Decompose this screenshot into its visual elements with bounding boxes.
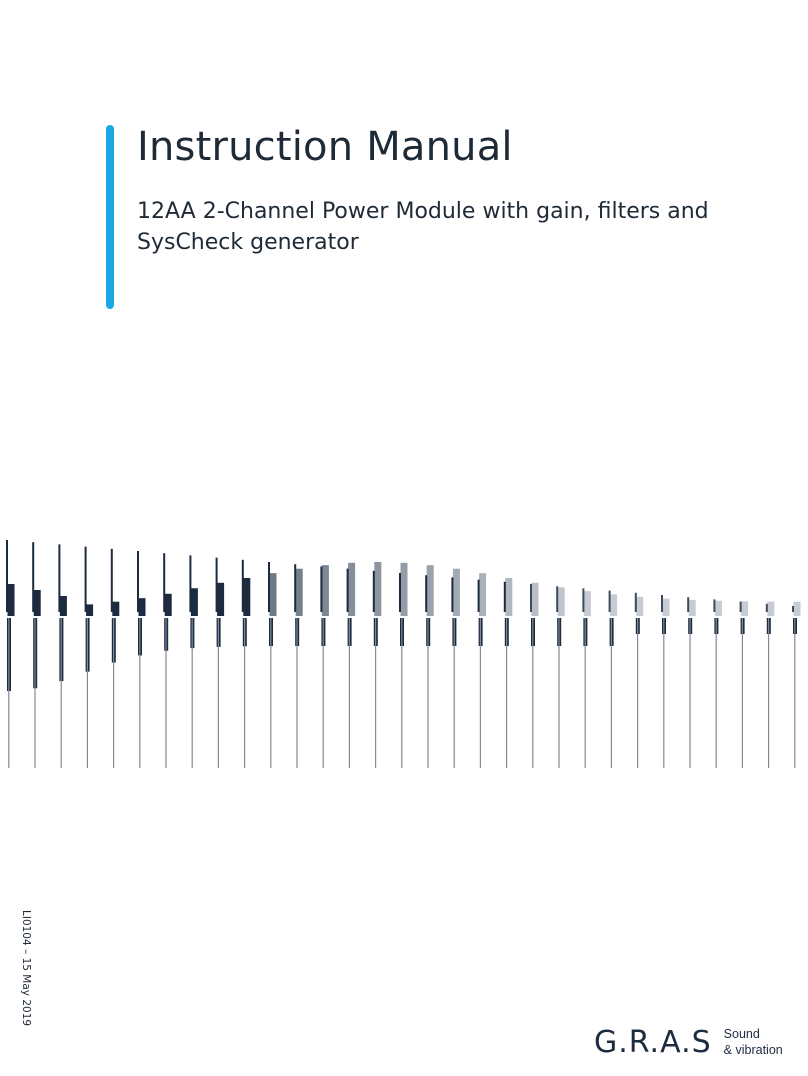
wave-block: [715, 601, 722, 616]
wave-stem-top: [582, 588, 584, 612]
gras-logo: [594, 1020, 783, 1064]
wave-line-bottom: [611, 618, 612, 768]
wave-stem-top: [85, 547, 87, 612]
tagline-line-1: Sound: [723, 1027, 760, 1041]
wave-block: [270, 573, 277, 616]
wave-stem-top: [687, 597, 689, 612]
wave-stem-top: [556, 586, 558, 612]
wave-block: [532, 583, 539, 616]
wave-line-bottom: [61, 618, 62, 768]
wave-line-bottom: [349, 618, 350, 768]
logo-wordmark: G.R.A.S: [594, 1024, 712, 1060]
wave-line-bottom: [401, 618, 402, 768]
wave-line-bottom: [244, 618, 245, 768]
wave-stem-top: [6, 540, 8, 612]
wave-line-bottom: [454, 618, 455, 768]
wave-line-bottom: [663, 618, 664, 768]
page-title: Instruction Manual: [137, 124, 513, 170]
wave-line-bottom: [192, 618, 193, 768]
wave-block: [8, 584, 15, 616]
wave-block: [191, 588, 198, 616]
wave-stem-top: [216, 558, 218, 612]
wave-block: [505, 578, 512, 616]
wave-stem-top: [242, 560, 244, 612]
wave-stem-top: [661, 595, 663, 612]
wave-stem-top: [792, 606, 794, 612]
wave-stem-top: [766, 604, 768, 612]
wave-stem-top: [373, 571, 375, 612]
wave-block: [741, 601, 748, 616]
wave-stem-top: [111, 549, 113, 612]
wave-stem-top: [504, 582, 506, 612]
wave-stem-top: [530, 584, 532, 612]
wave-line-bottom: [34, 618, 35, 768]
wave-line-bottom: [87, 618, 88, 768]
wave-stem-top: [451, 577, 453, 612]
wave-line-bottom: [480, 618, 481, 768]
wave-stem-top: [294, 564, 296, 612]
wave-block: [348, 563, 355, 616]
wave-stem-top: [399, 573, 401, 612]
page-subtitle: 12AA 2-Channel Power Module with gain, filters and SysCheck generator: [137, 199, 709, 255]
wave-line-bottom: [270, 618, 271, 768]
wave-block: [610, 594, 617, 616]
wave-block: [217, 583, 224, 616]
wave-block: [401, 563, 408, 616]
wave-stem-top: [58, 544, 60, 612]
wave-line-bottom: [8, 618, 9, 768]
wave-line-bottom: [768, 618, 769, 768]
wave-line-bottom: [742, 618, 743, 768]
wave-line-bottom: [532, 618, 533, 768]
wave-block: [60, 596, 67, 616]
wave-line-bottom: [139, 618, 140, 768]
wave-line-bottom: [558, 618, 559, 768]
wave-stem-top: [713, 599, 715, 612]
wave-stem-top: [478, 580, 480, 612]
wave-stem-top: [635, 593, 637, 612]
wave-line-bottom: [506, 618, 507, 768]
wave-block: [427, 565, 434, 616]
tagline-line-2: & vibration: [723, 1043, 783, 1057]
wave-line-bottom: [794, 618, 795, 768]
wave-stem-top: [32, 542, 34, 612]
logo-tagline: [724, 1026, 783, 1058]
wave-block: [584, 591, 591, 616]
wave-line-bottom: [218, 618, 219, 768]
wave-line-bottom: [689, 618, 690, 768]
wave-stem-top: [163, 553, 165, 612]
wave-stem-top: [347, 569, 349, 612]
wave-line-bottom: [716, 618, 717, 768]
wave-block: [689, 600, 696, 616]
wave-block: [479, 573, 486, 616]
wave-block: [767, 602, 774, 616]
wave-block: [112, 602, 119, 616]
wave-block: [165, 594, 172, 616]
wave-line-bottom: [296, 618, 297, 768]
wave-line-bottom: [323, 618, 324, 768]
waveform-graphic: [0, 520, 808, 780]
wave-line-bottom: [637, 618, 638, 768]
wave-stem-top: [609, 591, 611, 612]
wave-block: [139, 598, 146, 616]
document-id: LI0104 – 15 May 2019: [20, 910, 32, 1027]
wave-block: [663, 599, 670, 616]
wave-block: [34, 590, 41, 616]
wave-stem-top: [425, 575, 427, 612]
wave-block: [636, 597, 643, 616]
wave-block: [453, 569, 460, 616]
accent-bar: [106, 125, 114, 309]
wave-line-bottom: [113, 618, 114, 768]
wave-line-bottom: [165, 618, 166, 768]
wave-line-bottom: [375, 618, 376, 768]
wave-block: [86, 604, 93, 616]
wave-block: [374, 562, 381, 616]
wave-block: [296, 569, 303, 616]
wave-stem-top: [189, 555, 191, 612]
wave-stem-top: [268, 562, 270, 612]
wave-block: [243, 578, 250, 616]
wave-stem-top: [740, 602, 742, 612]
wave-stem-top: [320, 566, 322, 612]
wave-block: [558, 587, 565, 616]
wave-block: [794, 602, 801, 616]
wave-stem-top: [137, 551, 139, 612]
wave-block: [322, 565, 329, 616]
wave-line-bottom: [427, 618, 428, 768]
wave-line-bottom: [585, 618, 586, 768]
